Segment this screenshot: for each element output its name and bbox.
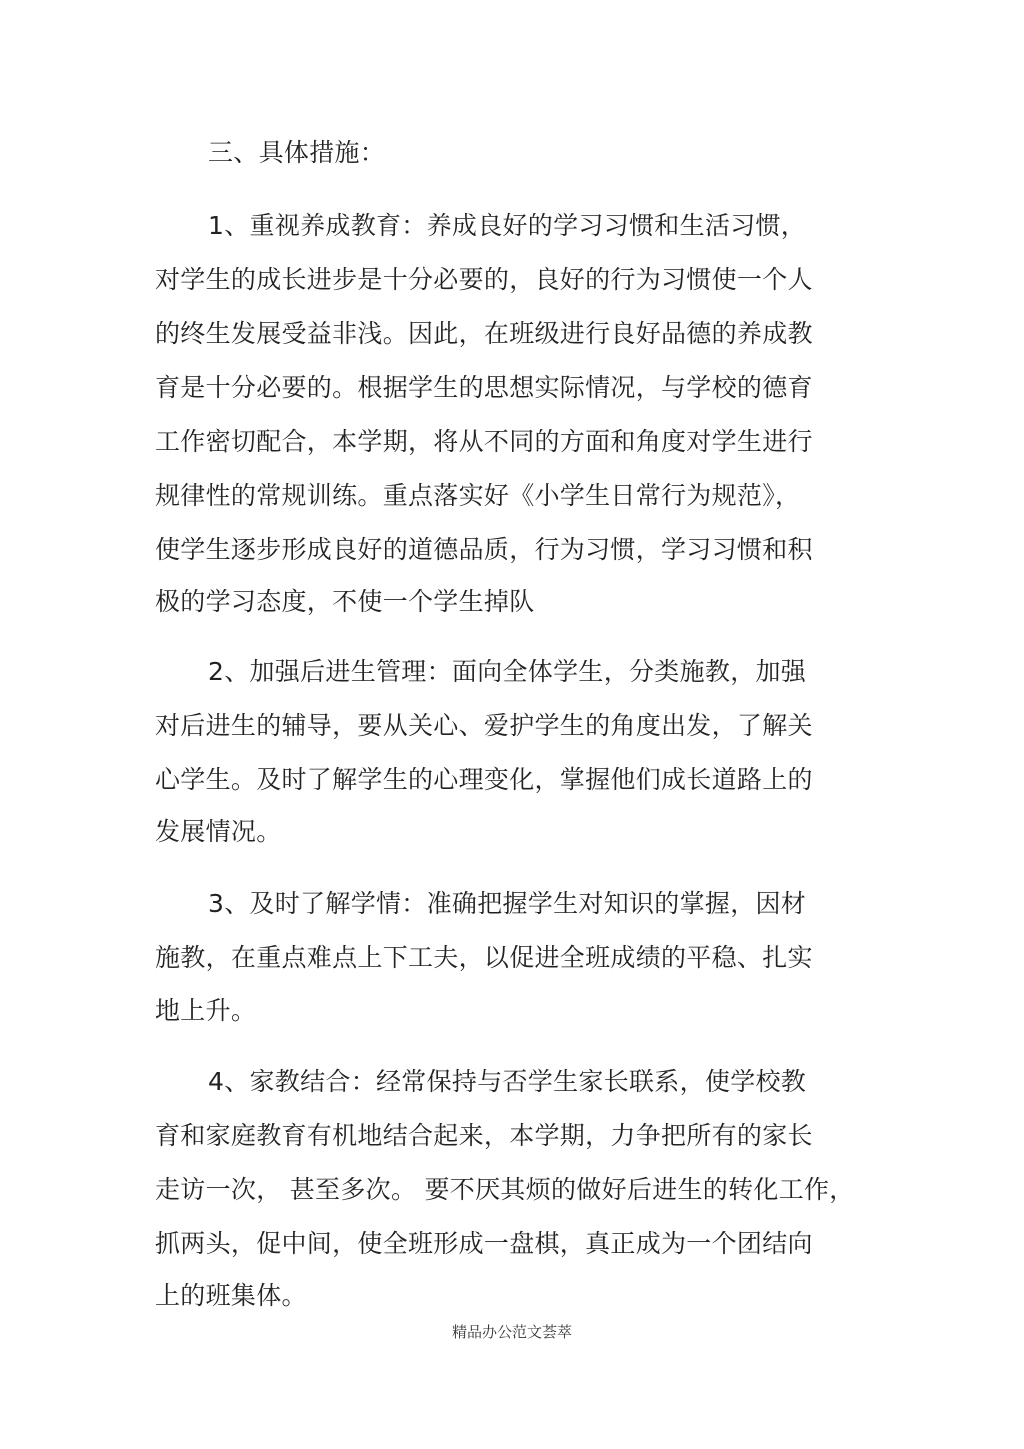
- paragraph-2-line-3: 心学生。及时了解学生的心理变化，掌握他们成长道路上的: [155, 765, 813, 794]
- paragraph-4-line-1: 4、家教结合：经常保持与否学生家长联系，使学校教: [208, 1067, 807, 1096]
- paragraph-4-line-5: 上的班集体。: [155, 1281, 307, 1310]
- paragraph-1-line-2: 对学生的成长进步是十分必要的，良好的行为习惯使一个人: [155, 265, 813, 294]
- paragraph-1-line-8: 极的学习态度，不使一个学生掉队: [155, 587, 535, 616]
- paragraph-3-line-3: 地上升。: [155, 996, 257, 1025]
- paragraph-2-line-1: 2、加强后进生管理：面向全体学生，分类施教，加强: [208, 657, 807, 686]
- section-heading: 三、具体措施：: [208, 138, 386, 167]
- paragraph-1-line-6: 规律性的常规训练。重点落实好《小学生日常行为规范》，: [155, 481, 801, 510]
- paragraph-3-line-2: 施教，在重点难点上下工夫，以促进全班成绩的平稳、扎实: [155, 943, 813, 972]
- paragraph-1-line-5: 工作密切配合，本学期，将从不同的方面和角度对学生进行: [155, 427, 813, 456]
- paragraph-2-line-2: 对后进生的辅导，要从关心、爱护学生的角度出发，了解关: [155, 711, 813, 740]
- paragraph-1-line-1: 1、重视养成教育：养成良好的学习习惯和生活习惯，: [208, 211, 807, 240]
- paragraph-3-line-1: 3、及时了解学情：准确把握学生对知识的掌握，因材: [208, 889, 807, 918]
- paragraph-4-line-3: 走访一次， 甚至多次。 要不厌其烦的做好后进生的转化工作，: [155, 1175, 855, 1204]
- paragraph-2-line-4: 发展情况。: [155, 817, 282, 846]
- page-footer: 精品办公范文荟萃: [451, 1323, 572, 1341]
- paragraph-1-line-4: 育是十分必要的。根据学生的思想实际情况，与学校的德育: [155, 373, 813, 402]
- paragraph-1-line-3: 的终生发展受益非浅。因此，在班级进行良好品德的养成教: [155, 319, 813, 348]
- paragraph-1-line-7: 使学生逐步形成良好的道德品质，行为习惯，学习习惯和积: [155, 535, 813, 564]
- paragraph-4-line-2: 育和家庭教育有机地结合起来，本学期，力争把所有的家长: [155, 1121, 813, 1150]
- paragraph-4-line-4: 抓两头，促中间，使全班形成一盘棋，真正成为一个团结向: [155, 1229, 813, 1258]
